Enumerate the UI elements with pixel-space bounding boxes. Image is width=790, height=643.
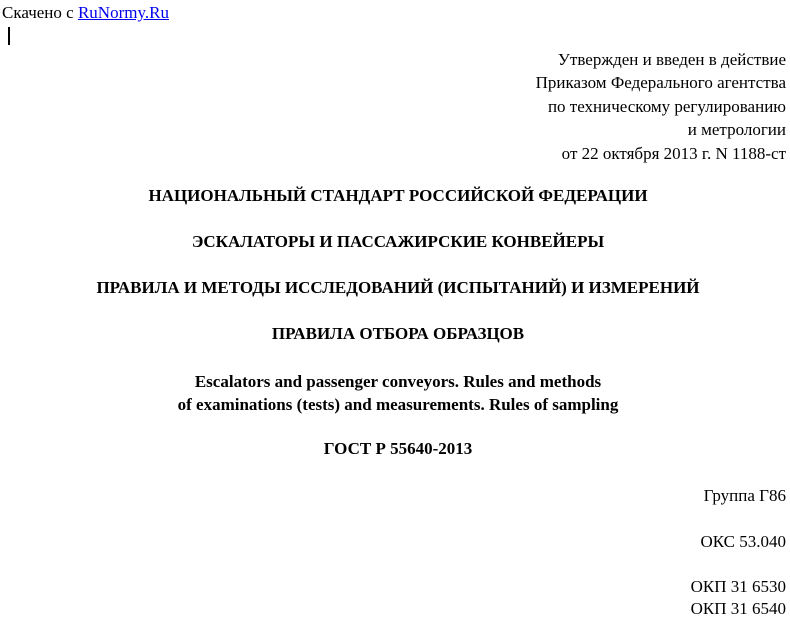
standard-number: ГОСТ Р 55640-2013 xyxy=(323,439,473,458)
source-line xyxy=(2,3,169,23)
classification-group: Группа Г86 xyxy=(703,486,786,505)
heading-rules-methods: ПРАВИЛА И МЕТОДЫ ИССЛЕДОВАНИЙ (ИСПЫТАНИЙ) И ИЗМЕРЕНИЙ xyxy=(96,278,700,297)
text-cursor xyxy=(8,27,10,45)
approval-line: и метрологии xyxy=(687,120,786,140)
english-title xyxy=(0,371,790,416)
approval-line: Утвержден и введен в действие xyxy=(557,50,786,69)
approval-line: Приказом Федерального агентства xyxy=(535,73,786,93)
approval-line: по техническому регулированию xyxy=(547,96,786,116)
approval-block xyxy=(536,48,786,165)
approval-line: от 22 октября 2013 г. N 1188-ст xyxy=(561,143,786,163)
classification-okp: ОКП 31 6540 xyxy=(690,599,786,618)
heading-escalators: ЭСКАЛАТОРЫ И ПАССАЖИРСКИЕ КОНВЕЙЕРЫ xyxy=(191,232,605,251)
source-prefix: Скачено с xyxy=(2,3,78,22)
english-title-line: of examinations (tests) and measurements. Rules of sampling xyxy=(177,394,619,414)
classification-okp: ОКП 31 6530 xyxy=(690,577,786,596)
english-title-line: Escalators and passenger conveyors. Rules and methods xyxy=(194,372,602,391)
runormy-link[interactable]: RuNormy.Ru xyxy=(77,3,169,22)
heading-national-standard: НАЦИОНАЛЬНЫЙ СТАНДАРТ РОССИЙСКОЙ ФЕДЕРАЦИИ xyxy=(148,186,648,205)
classification-okp-block xyxy=(691,576,786,620)
classification-oks: ОКС 53.040 xyxy=(700,532,786,551)
heading-sampling-rules: ПРАВИЛА ОТБОРА ОБРАЗЦОВ xyxy=(271,324,525,343)
